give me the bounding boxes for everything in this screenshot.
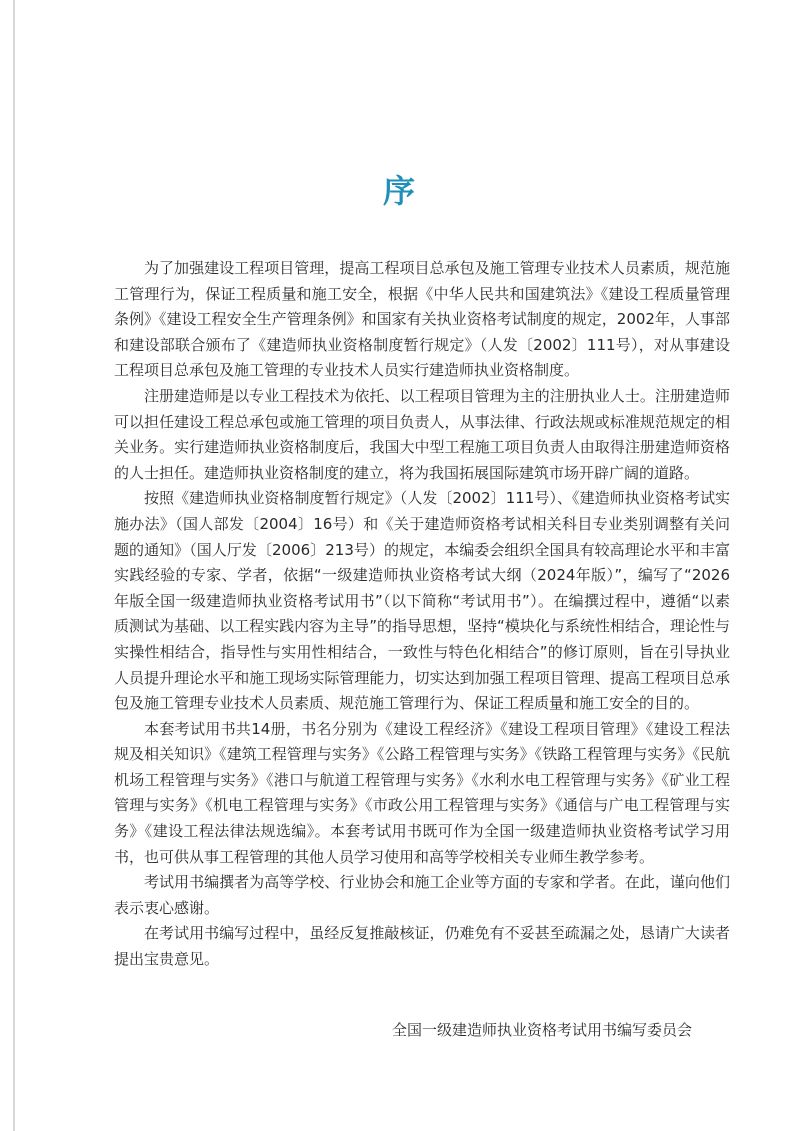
paragraph-feedback-request: 在考试用书编写过程中，虽经反复推敲核证，仍难免有不妥甚至疏漏之处，恳请广大读者提出宝贵意见。 — [114, 924, 730, 969]
editorial-committee-signature: 全国一级建造师执业资格考试用书编写委员会 — [391, 1021, 692, 1039]
page-title: 序 — [382, 172, 417, 210]
paragraph-compilation-basis: 按照《建造师执业资格制度暂行规定》（人发〔2002〕111号）、《建造师执业资格考试实施办法》（国人部发〔2004〕16号）和《关于建造师资格考试相关科目专业类别调整有关问题的通知》（国人厅发〔2006〕213号）的规定，本编委会组织全国具有较高理论水平和丰富实践经验的专家、学者，依据“一级建造师执业资格考试大纲（2024年版）”，编写了“2026年版全国一级建造师执业资格考试用书”（以下简称“考试用书”）。在编撰过程中，遵循“以素质测试为基础、以工程实践内容为主导”的指导思想，坚持“模块化与系统性相结合，理论性与实操性相结合，指导性与实用性相结合，一致性与特色化相结合”的修订原则，旨在引导执业人员提升理论水平和施工现场实际管理能力，切实达到加强工程项目管理、提高工程项目总承包及施工管理专业技术人员素质、规范施工管理行为、保证工程质量和施工安全的目的。 — [114, 489, 730, 713]
paragraph-intro: 为了加强建设工程项目管理，提高工程项目总承包及施工管理专业技术人员素质，规范施工管理行为，保证工程质量和施工安全，根据《中华人民共和国建筑法》《建设工程质量管理条例》《建设工程安全生产管理条例》和国家有关执业资格考试制度的规定，2002年，人事部和建设部联合颁布了《建造师执业资格制度暂行规定》（人发〔2002〕111号），对从事建设工程项目总承包及施工管理的专业技术人员实行建造师执业资格制度。 — [114, 259, 730, 380]
paragraph-acknowledgement: 考试用书编撰者为高等学校、行业协会和施工企业等方面的专家和学者。在此，谨向他们表示衷心感谢。 — [114, 873, 730, 917]
paragraph-book-list: 本套考试用书共14册，书名分别为《建设工程经济》《建设工程项目管理》《建设工程法规及相关知识》《建筑工程管理与实务》《公路工程管理与实务》《铁路工程管理与实务》《民航机场工程管理与实务》《港口与航道工程管理与实务》《水利水电工程管理与实务》《矿业工程管理与实务》《机电工程管理与实务》《市政公用工程管理与实务》《通信与广电工程管理与实务》《建设工程法律法规选编》。本套考试用书既可作为全国一级建造师执业资格考试学习用书，也可供从事工程管理的其他人员学习使用和高等学校相关专业师生教学参考。 — [114, 719, 730, 866]
paragraph-registered-constructor: 注册建造师是以专业工程技术为依托、以工程项目管理为主的注册执业人士。注册建造师可以担任建设工程总承包或施工管理的项目负责人，从事法律、行政法规或标准规范规定的相关业务。实行建造师执业资格制度后，我国大中型工程施工项目负责人由取得注册建造师资格的人士担任。建造师执业资格制度的建立，将为我国拓展国际建筑市场开辟广阔的道路。 — [114, 386, 730, 482]
preface-body — [114, 256, 730, 973]
